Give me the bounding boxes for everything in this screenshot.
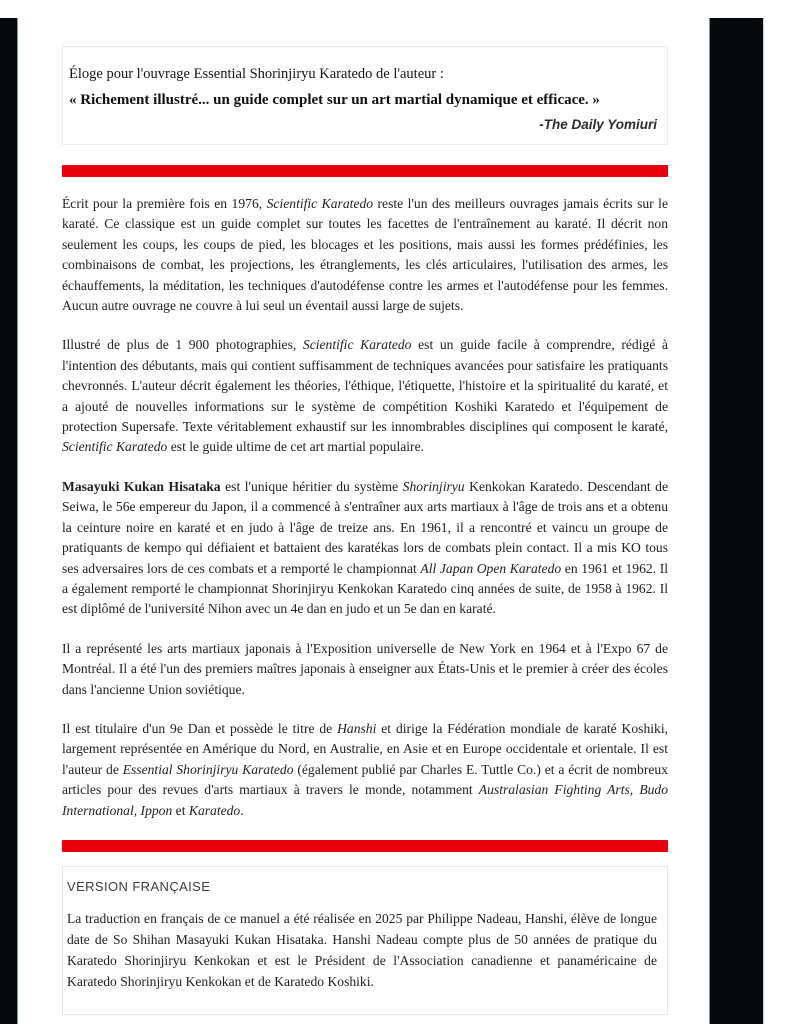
text-segment: et (172, 802, 189, 818)
french-version-heading: VERSION FRANÇAISE (67, 878, 211, 894)
text-segment: Scientific Karatedo (266, 196, 374, 211)
quote-text: « Richement illustré... un guide complet sur un art martial dynamique et efficace. » (69, 92, 600, 108)
quote-intro-line: Éloge pour l'ouvrage Essential Shorinjiryu Karatedo de l'auteur : (69, 66, 444, 82)
right-edge-black-bar (709, 18, 764, 1024)
text-segment: Il a représenté les arts martiaux japonais à l'Exposition universelle de New York en 1964 et à l'Expo 67 de Montréal. Il a été l'un des premiers maîtres japonais à enseigner aux États-Unis et le premier à créer des écoles dans l'ancienne Union soviétique. (62, 640, 668, 697)
text-segment: Kenkokan Karatedo. Descendant de Seiwa, le 56e empereur du Japon, il a commencé à s'entraîner aux arts martiaux à l'âge de trois ans et a obtenu la ceinture noire en karaté et en judo à l'âge de treize ans. En 1961, il a rencontré et vaincu un groupe de pratiquants de kempo qui défiaient et battaient des karatékas lors de combats plein contact. Il a mis KO tous ses adversaires lors de ces combats et a remporté le championnat (62, 478, 668, 576)
text-segment: reste l'un des meilleurs ouvrages jamais écrits sur le karaté. Ce classique est un guide complet sur toutes les facettes de l'entraînement au karaté. Il décrit non seulement les coups, les coups de pied, les blocages et les positions, mais aussi les formes prédéfinies, les combinaisons de combat, les projections, les étranglements, les clés articulaires, l'utilisation des armes, les échauffements, la méditation, les techniques d'autodéfense contre les armes et l'autodéfense pour les femmes. Aucun autre ouvrage ne couvre à lui seul un éventail aussi large de sujets. (62, 196, 668, 314)
praise-quote-block (62, 46, 668, 145)
body-copy (62, 194, 668, 821)
text-segment: en 1961 et 1962. Il a également remporté le championnat Shorinjiryu Kenkokan Karatedo cinq années de suite, de 1958 à 1962. Il est diplômé de l'université Nihon avec un 4e dan en judo et un 5e dan en karaté. (62, 560, 669, 617)
text-segment: All Japan Open Karatedo (420, 560, 562, 576)
text-segment: est l'unique héritier du système (220, 478, 403, 494)
text-segment: Scientific Karatedo (62, 439, 168, 455)
text-segment: Hanshi (337, 720, 377, 736)
page-content (62, 46, 668, 1015)
text-segment: Australasian Fighting Arts, Budo International, Ippon (62, 782, 669, 818)
text-segment: est un guide facile à comprendre, rédigé à l'intention des débutants, mais qui contient suffisamment de techniques avancées pour satisfaire les pratiquants chevronnés. L'auteur décrit également les théories, l'éthique, l'étiquette, l'histoire et la spiritualité du karaté, et a ajouté de nouvelles informations sur le système de compétition Koshiki Karatedo et l'équipement de protection Supersafe. Texte véritablement exhaustif sur les innombrables disciplines qui composent le karaté, (62, 337, 669, 435)
french-version-box (62, 866, 668, 1015)
paragraph-book-overview (62, 194, 668, 316)
quote-attribution: -The Daily Yomiuri (539, 117, 657, 132)
text-segment: Essential Shorinjiryu Karatedo (122, 761, 294, 777)
text-segment: Scientific Karatedo (302, 337, 412, 353)
text-segment: . (240, 802, 244, 818)
left-edge-black-bar (0, 18, 18, 1024)
text-segment: est le guide ultime de cet art martial populaire. (167, 439, 425, 455)
text-segment: Il est titulaire d'un 9e Dan et possède le titre de (62, 720, 338, 736)
paragraph-book-details (62, 335, 668, 457)
text-segment: (également publié par Charles E. Tuttle Co.) et a écrit de nombreux articles pour des revues d'arts martiaux à travers le monde, notamment (62, 761, 668, 798)
text-segment: Écrit pour la première fois en 1976, (62, 196, 267, 211)
paragraph-author-bio (62, 477, 668, 620)
text-segment: Karatedo (188, 802, 241, 818)
text-segment: et dirige la Fédération mondiale de karaté Koshiki, largement représentée en Amérique du Nord, en Australie, en Asie et en Europe occidentale et orientale. Il est l'auteur de (62, 720, 668, 777)
paragraph-french-translation: La traduction en français de ce manuel a été réalisée en 2025 par Philippe Nadeau, Hanshi, élève de longue date de So Shihan Masayuki Kukan Hisataka. Hanshi Nadeau compte plus de 50 années de pratique du Karatedo Shorinjiryu Kenkokan et est le Président de l'Association canadienne et panaméricaine de Karatedo Shorinjiryu Kenkokan et de Karatedo Koshiki. (67, 910, 657, 989)
text-segment: Shorinjiryu (402, 478, 465, 494)
paragraph-author-titles (62, 719, 668, 821)
red-divider-top (62, 165, 668, 177)
paragraph-author-expos (62, 639, 668, 700)
text-segment: Illustré de plus de 1 900 photographies, (62, 337, 303, 353)
red-divider-bottom (62, 840, 668, 852)
text-segment: Masayuki Kukan Hisataka (62, 478, 221, 494)
